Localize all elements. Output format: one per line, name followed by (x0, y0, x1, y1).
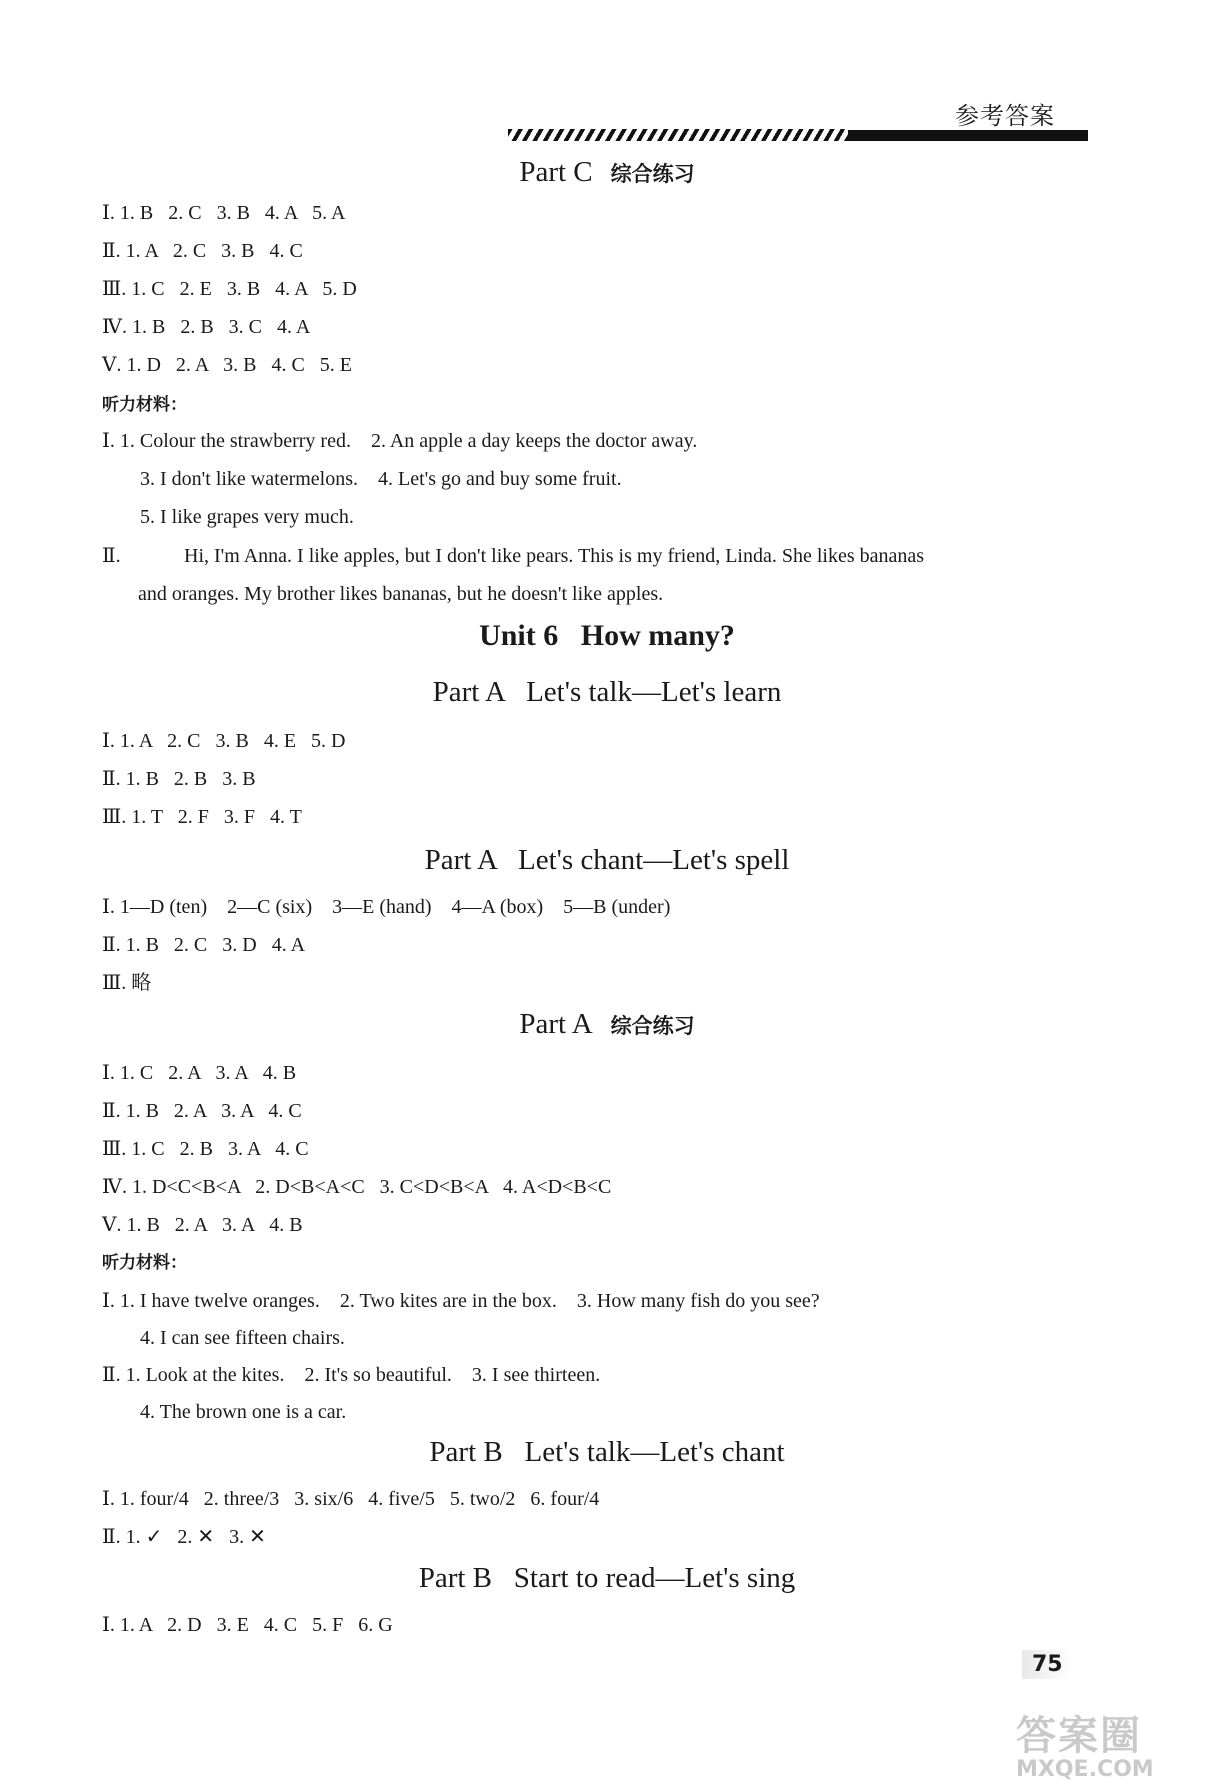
answer-line: Ⅰ. 1. C 2. A 3. A 4. B (102, 1062, 297, 1084)
listening-line: 4. The brown one is a car. (140, 1401, 347, 1423)
watermark-logo-text: 答案圈 (1016, 1713, 1142, 1759)
answer-line: Ⅳ. 1. D<C<B<A 2. D<B<A<C 3. C<D<B<A 4. A<D<B<C (102, 1176, 612, 1198)
answer-line: Ⅱ. 1. A 2. C 3. B 4. C (102, 240, 303, 262)
answer-line: Ⅲ. 1. C 2. E 3. B 4. A 5. D (102, 278, 357, 300)
listening-line: Ⅱ. 1. Look at the kites. 2. It's so beautiful. 3. I see thirteen. (102, 1364, 601, 1386)
page-number: 75 (1022, 1650, 1073, 1679)
listening-label: 听力材料： (102, 1253, 187, 1273)
section-heading: Part A Let's talk—Let's learn (432, 676, 782, 708)
answer-line: Ⅰ. 1. four/4 2. three/3 3. six/6 4. five/5 5. two/2 6. four/4 (102, 1488, 600, 1510)
section-heading-part-c: Part C 综合练习 (519, 156, 695, 188)
watermark-logo (1016, 1704, 1200, 1784)
listening-label-roman: Ⅱ. (102, 545, 121, 567)
answer-line: Ⅳ. 1. B 2. B 3. C 4. A (102, 316, 311, 338)
answer-line: Ⅰ. 1. A 2. C 3. B 4. E 5. D (102, 730, 346, 752)
listening-line: 3. I don't like watermelons. 4. Let's go and buy some fruit. (140, 468, 622, 490)
answer-line: Ⅲ. 略 (102, 972, 152, 994)
section-heading: Part A Let's chant—Let's spell (424, 844, 790, 876)
section-heading-cn: 综合练习 (610, 162, 695, 186)
answer-line: Ⅴ. 1. B 2. A 3. A 4. B (102, 1214, 303, 1236)
listening-paragraph: and oranges. My brother likes bananas, but he doesn't like apples. (138, 583, 664, 605)
listening-label: 听力材料： (102, 395, 187, 415)
answer-line: Ⅰ. 1—D (ten) 2—C (six) 3—E (hand) 4—A (box) 5—B (under) (102, 896, 671, 918)
answer-line: Ⅲ. 1. C 2. B 3. A 4. C (102, 1138, 309, 1160)
listening-line: Ⅰ. 1. I have twelve oranges. 2. Two kites are in the box. 3. How many fish do you see? (102, 1290, 820, 1312)
listening-paragraph: Hi, I'm Anna. I like apples, but I don't like pears. This is my friend, Linda. She likes bananas (184, 545, 925, 567)
answer-line: Ⅱ. 1. B 2. A 3. A 4. C (102, 1100, 302, 1122)
section-heading: Part B Start to read—Let's sing (418, 1562, 796, 1594)
watermark-url: MXQE.COM (1016, 1757, 1154, 1782)
listening-line: 5. I like grapes very much. (140, 506, 354, 528)
section-heading: Part B Let's talk—Let's chant (429, 1436, 785, 1468)
answer-line: Ⅱ. 1. B 2. C 3. D 4. A (102, 934, 306, 956)
header-rule (508, 128, 1088, 142)
listening-line: 4. I can see fifteen chairs. (140, 1327, 345, 1349)
section-heading-cn: 综合练习 (610, 1014, 695, 1038)
answer-line: Ⅲ. 1. T 2. F 3. F 4. T (102, 806, 302, 828)
answer-line: Ⅱ. 1. B 2. B 3. B (102, 768, 256, 790)
listening-line: Ⅰ. 1. Colour the strawberry red. 2. An apple a day keeps the doctor away. (102, 430, 698, 452)
header-label: 参考答案 (955, 102, 1055, 130)
answer-line: Ⅱ. 1. ✓ 2. ✕ 3. ✕ (102, 1526, 266, 1548)
answer-line: Ⅴ. 1. D 2. A 3. B 4. C 5. E (102, 354, 353, 376)
section-heading: Part A 综合练习 (519, 1008, 695, 1040)
unit-title: Unit 6 How many? (479, 619, 735, 652)
answer-line: Ⅰ. 1. B 2. C 3. B 4. A 5. A (102, 202, 346, 224)
answer-line: Ⅰ. 1. A 2. D 3. E 4. C 5. F 6. G (102, 1614, 393, 1636)
